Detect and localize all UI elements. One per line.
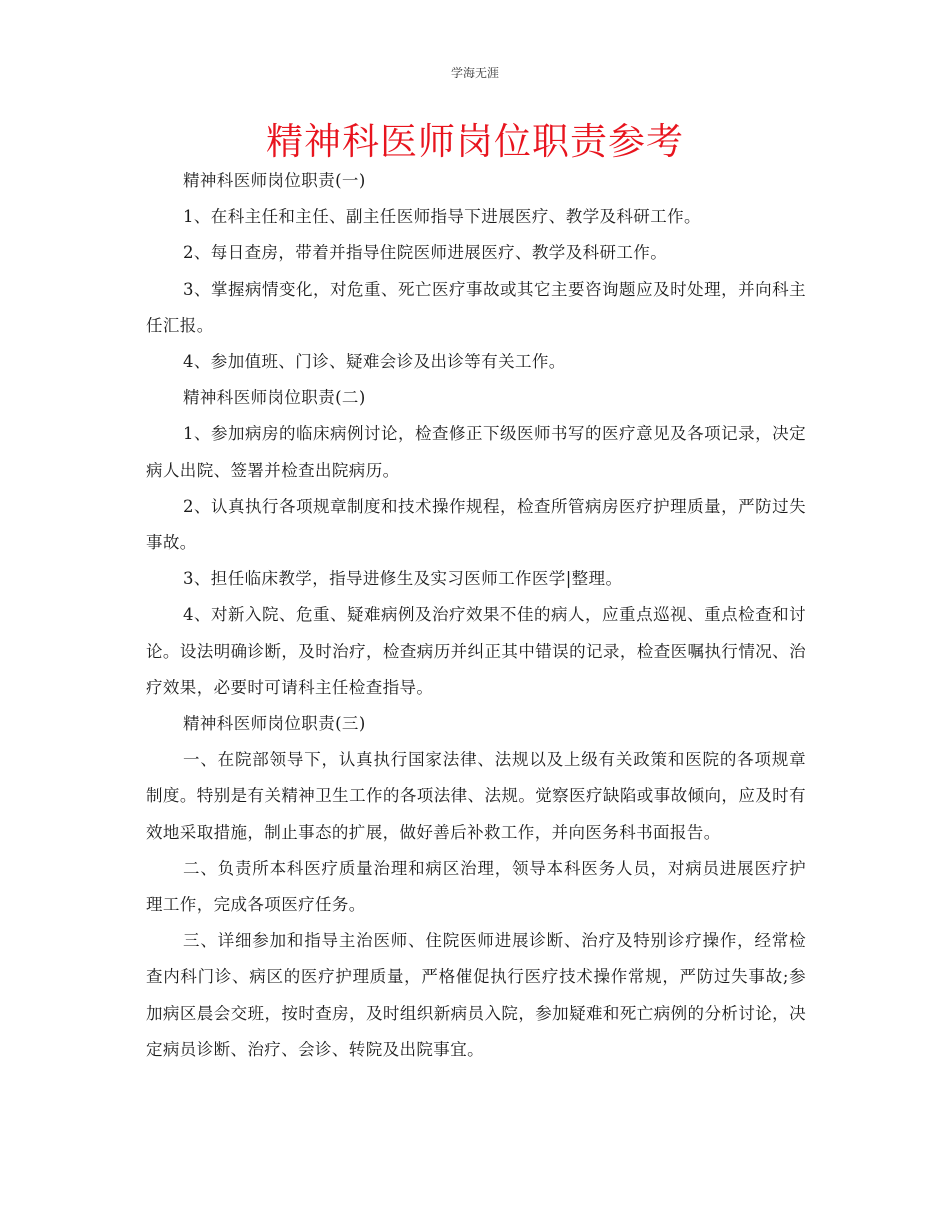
paragraph: 1、参加病房的临床病例讨论，检查修正下级医师书写的医疗意见及各项记录，决定病人出院、签署并检查出院病历。 <box>146 424 806 480</box>
document-title: 精神科医师岗位职责参考 <box>266 120 684 163</box>
paragraph: 4、对新入院、危重、疑难病例及治疗效果不佳的病人，应重点巡视、重点检查和讨论。设法明确诊断，及时治疗，检查病历并纠正其中错误的记录，检查医嘱执行情况、治疗效果，必要时可请科主任检查指导。 <box>146 605 806 697</box>
page-header: 学海无涯 <box>450 66 499 80</box>
section-heading-2: 精神科医师岗位职责(二) <box>183 388 366 408</box>
paragraph: 二、负责所本科医疗质量治理和病区治理，领导本科医务人员，对病员进展医疗护理工作，完成各项医疗任务。 <box>146 858 806 915</box>
paragraph: 1、在科主任和主任、副主任医师指导下进展医疗、教学及科研工作。 <box>183 207 701 227</box>
paragraph: 3、掌握病情变化，对危重、死亡医疗事故或其它主要咨询题应及时处理，并向科主任汇报。 <box>146 279 806 335</box>
document-body <box>146 163 806 1068</box>
paragraph: 三、详细参加和指导主治医师、住院医师进展诊断、治疗及特别诊疗操作，经常检查内科门诊、病区的医疗护理质量，严格催促执行医疗技术操作常规，严防过失事故;参加病区晨会交班，按时查房，及时组织新病员入院，参加疑难和死亡病例的分析讨论，决定病员诊断、治疗、会诊、转院及出院事宜。 <box>146 931 806 1059</box>
paragraph: 4、参加值班、门诊、疑难会诊及出诊等有关工作。 <box>183 352 566 372</box>
paragraph: 一、在院部领导下，认真执行国家法律、法规以及上级有关政策和医院的各项规章制度。特别是有关精神卫生工作的各项法律、法规。觉察医疗缺陷或事故倾向，应及时有效地采取措施，制止事态的扩展，做好善后补救工作，并向医务科书面报告。 <box>146 750 806 842</box>
paragraph: 2、每日查房，带着并指导住院医师进展医疗、教学及科研工作。 <box>183 243 668 263</box>
paragraph: 2、认真执行各项规章制度和技术操作规程，检查所管病房医疗护理质量，严防过失事故。 <box>146 496 806 553</box>
section-heading-1: 精神科医师岗位职责(一) <box>183 171 366 190</box>
paragraph: 3、担任临床教学，指导进修生及实习医师工作医学|整理。 <box>183 569 623 589</box>
section-heading-3: 精神科医师岗位职责(三) <box>183 714 366 734</box>
